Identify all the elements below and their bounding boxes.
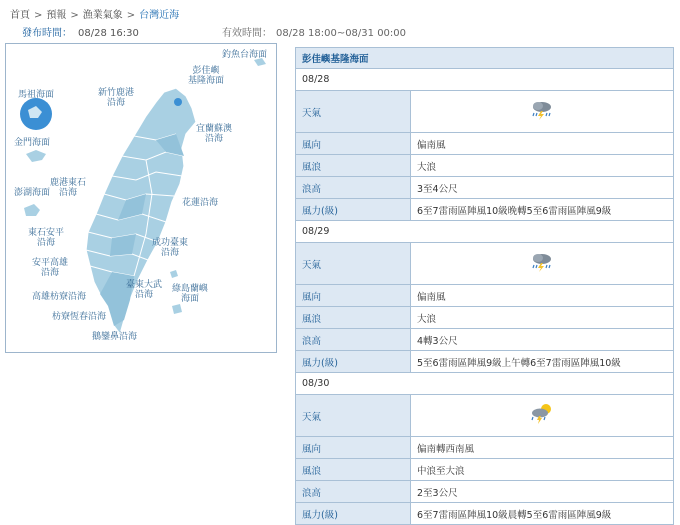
breadcrumb bbox=[10, 6, 179, 21]
map-label-chenggong[interactable] bbox=[152, 238, 188, 258]
wind-force-value: 6至7雷雨區陣風10級晚轉5至6雷雨區陣風9級 bbox=[411, 199, 674, 221]
map-label-kaohsiung[interactable]: 高雄枋寮沿海 bbox=[32, 292, 87, 302]
wave-label: 風浪 bbox=[296, 307, 411, 329]
map-label-pengjia-2: 基隆海面 bbox=[188, 76, 225, 86]
weather-label: 天氣 bbox=[296, 243, 411, 285]
map-label-anping-2: 沿海 bbox=[41, 268, 60, 278]
wind-force-label: 風力(級) bbox=[296, 351, 411, 373]
map-label-yilan[interactable] bbox=[196, 124, 232, 144]
map-label-chenggong-2: 沿海 bbox=[161, 248, 180, 258]
map-label-penghu[interactable]: 澎湖海面 bbox=[14, 188, 51, 198]
lanyu-island-shape[interactable] bbox=[172, 304, 182, 314]
wave-value: 中浪至大浪 bbox=[411, 459, 674, 481]
map-label-dongshi[interactable] bbox=[28, 228, 64, 248]
forecast-date: 08/28 bbox=[296, 69, 674, 91]
selected-area-marker[interactable] bbox=[174, 98, 182, 106]
map-label-dongshi-2: 沿海 bbox=[37, 238, 56, 248]
forecast-table bbox=[295, 47, 674, 525]
map-label-anping-1: 安平高雄 bbox=[32, 258, 69, 268]
thunderstorm-icon bbox=[529, 251, 555, 273]
map-label-pengjia-1: 彭佳嶼 bbox=[192, 66, 220, 76]
map-label-kinmen[interactable]: 金門海面 bbox=[14, 138, 51, 148]
wind-dir-label: 風向 bbox=[296, 133, 411, 155]
weather-icon-cell bbox=[411, 395, 674, 437]
valid-time-row bbox=[222, 24, 406, 39]
wind-force-label: 風力(級) bbox=[296, 503, 411, 525]
map-label-anping[interactable] bbox=[32, 258, 68, 278]
map-label-eluanbi[interactable]: 鵝鑾鼻沿海 bbox=[92, 332, 138, 342]
wind-dir-value: 偏南風 bbox=[411, 285, 674, 307]
map-label-ludao[interactable] bbox=[172, 284, 208, 304]
map-label-lukang[interactable] bbox=[50, 178, 86, 198]
wind-force-value: 5至6雷雨區陣風9級上午轉6至7雷雨區陣風10級 bbox=[411, 351, 674, 373]
map-label-matsu[interactable]: 馬祖海面 bbox=[18, 90, 55, 100]
wave-value: 大浪 bbox=[411, 155, 674, 177]
map-label-taitung-1: 臺東大武 bbox=[126, 280, 163, 290]
valid-time-label: 有效時間： bbox=[222, 28, 272, 39]
wave-height-value: 4轉3公尺 bbox=[411, 329, 674, 351]
map-label-lukang-1: 鹿港東石 bbox=[50, 178, 87, 188]
map-label-yilan-1: 宜蘭蘇澳 bbox=[196, 124, 233, 134]
publish-time-label: 發布時間： bbox=[22, 28, 72, 39]
map-label-hsinchu-2: 沿海 bbox=[107, 98, 126, 108]
sun-cloud-thunderstorm-icon bbox=[529, 403, 555, 425]
kinmen-island-shape[interactable] bbox=[26, 150, 46, 162]
wave-value: 大浪 bbox=[411, 307, 674, 329]
map-label-dongshi-1: 東石安平 bbox=[28, 228, 65, 238]
forecast-area-title: 彭佳嶼基隆海面 bbox=[296, 48, 674, 69]
breadcrumb-forecast[interactable]: 預報 bbox=[46, 10, 67, 21]
map-label-fangliao[interactable]: 枋寮恆春沿海 bbox=[52, 312, 107, 322]
breadcrumb-home[interactable]: 首頁 bbox=[10, 10, 30, 21]
wave-height-value: 3至4公尺 bbox=[411, 177, 674, 199]
map-label-taitung-2: 沿海 bbox=[135, 290, 154, 300]
map-label-lukang-2: 沿海 bbox=[59, 188, 78, 198]
publish-time-value: 08/28 16:30 bbox=[78, 28, 139, 39]
wind-force-label: 風力(級) bbox=[296, 199, 411, 221]
weather-label: 天氣 bbox=[296, 395, 411, 437]
ludao-island-shape[interactable] bbox=[170, 270, 178, 278]
wind-dir-label: 風向 bbox=[296, 437, 411, 459]
breadcrumb-current: 台灣近海 bbox=[139, 10, 180, 21]
wave-height-value: 2至3公尺 bbox=[411, 481, 674, 503]
weather-icon-cell bbox=[411, 91, 674, 133]
publish-time-row bbox=[22, 24, 139, 39]
wind-dir-value: 偏南風 bbox=[411, 133, 674, 155]
forecast-date: 08/30 bbox=[296, 373, 674, 395]
map-label-hualien[interactable]: 花蓮沿海 bbox=[182, 198, 219, 208]
map-label-ludao-2: 海面 bbox=[181, 294, 200, 304]
wind-dir-value: 偏南轉西南風 bbox=[411, 437, 674, 459]
wave-height-label: 浪高 bbox=[296, 329, 411, 351]
map-label-hsinchu[interactable] bbox=[98, 88, 134, 108]
taiwan-sea-map bbox=[5, 43, 277, 353]
map-label-diaoyutai[interactable]: 釣魚台海面 bbox=[222, 50, 268, 60]
map-label-chenggong-1: 成功臺東 bbox=[152, 238, 189, 248]
breadcrumb-separator: > bbox=[34, 10, 43, 21]
forecast-date: 08/29 bbox=[296, 221, 674, 243]
wind-dir-label: 風向 bbox=[296, 285, 411, 307]
wind-force-value: 6至7雷雨區陣風10級晨轉5至6雷雨區陣風9級 bbox=[411, 503, 674, 525]
map-label-pengjia[interactable] bbox=[188, 66, 224, 86]
map-label-yilan-2: 沿海 bbox=[205, 134, 224, 144]
map-label-hsinchu-1: 新竹鹿港 bbox=[98, 88, 135, 98]
map-label-ludao-1: 綠島蘭嶼 bbox=[172, 284, 209, 294]
wave-height-label: 浪高 bbox=[296, 177, 411, 199]
map-label-taitung[interactable] bbox=[126, 280, 162, 300]
breadcrumb-fishery[interactable]: 漁業氣象 bbox=[82, 10, 123, 21]
valid-time-value: 08/28 18:00~08/31 00:00 bbox=[276, 28, 407, 39]
weather-label: 天氣 bbox=[296, 91, 411, 133]
breadcrumb-separator: > bbox=[126, 10, 136, 21]
penghu-island-shape[interactable] bbox=[24, 204, 40, 216]
wave-label: 風浪 bbox=[296, 155, 411, 177]
thunderstorm-icon bbox=[529, 99, 555, 121]
wave-height-label: 浪高 bbox=[296, 481, 411, 503]
weather-icon-cell bbox=[411, 243, 674, 285]
breadcrumb-separator: > bbox=[70, 10, 79, 21]
wave-label: 風浪 bbox=[296, 459, 411, 481]
